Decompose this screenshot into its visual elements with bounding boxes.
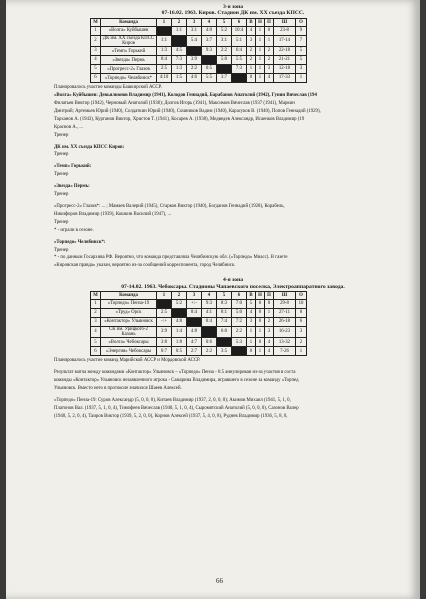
team-cell: «Волга» Куйбышев — [101, 26, 157, 35]
diagonal-cell — [217, 338, 232, 347]
score-cell: 0:5 — [202, 65, 217, 74]
score-cell: 3 — [265, 65, 274, 74]
zone4-results-table — [90, 291, 307, 356]
footnote: «Кировская правда» указан, вероятно из-за сообщений корреспонента, город Челябинск. — [54, 263, 236, 269]
score-cell: 16-23 — [274, 327, 296, 338]
score-cell: 2 — [247, 56, 256, 65]
column-header: Ш — [274, 292, 296, 300]
score-cell: 0:7 — [157, 347, 172, 356]
team-heading — [54, 145, 412, 151]
score-cell: 0 — [256, 309, 265, 318]
team-cell: «Прогресс-2» Глазов — [101, 65, 157, 74]
column-header: В — [247, 292, 256, 300]
text-line: Филатьев Виктор (1942), Черновый Анатолий (1938); Долгов Игорь (1941), Максимов Вячеслав (1937 (1941), Маркин — [54, 101, 295, 107]
column-header: 4 — [202, 292, 217, 300]
table-row — [91, 327, 307, 338]
score-cell: 6:0 — [217, 327, 232, 338]
column-header: Н — [256, 292, 265, 300]
score-cell: 3:7 — [217, 74, 232, 83]
score-cell: 2 — [296, 338, 307, 347]
table-row — [91, 300, 307, 309]
place-cell: 1 — [91, 300, 101, 309]
score-cell: 22-18 — [274, 47, 296, 56]
score-cell: 5:5 — [232, 56, 247, 65]
column-header: П — [265, 18, 274, 26]
text-line: «Торпедо» Пенза-19: Суров Александр (5, 0, 0, 0), Китаев Владимир (1937, 2, 0, 0, 0); Акимов Михаил (1941, 5, 1, 0, — [54, 398, 291, 404]
column-header: П — [265, 292, 274, 300]
text-line: команды «Контактор» Ульяновск незаявленного игрока - Самарина Владимира, игравшего в сезоне за команду «Торпед — [54, 378, 299, 384]
score-cell: 0 — [247, 347, 256, 356]
column-header: О — [296, 292, 307, 300]
score-cell: 8:4 — [202, 318, 217, 327]
score-cell: 7:0 — [232, 300, 247, 309]
text-line: Дмитрий; Артемьев Юрий (1940), Солдаткин Юрий (1940), Сошников Вадим (1940), Карасуков В. (1940), Попов Геннадий (1929), — [54, 108, 321, 114]
table-row — [91, 318, 307, 327]
column-header: Н — [256, 18, 265, 26]
score-cell: 4 — [247, 26, 256, 35]
diagonal-cell — [157, 300, 172, 309]
score-cell: 0 — [265, 300, 274, 309]
column-header: 6 — [232, 18, 247, 26]
score-cell: 1 — [247, 65, 256, 74]
score-cell: 5:4 — [187, 35, 202, 46]
coach-label: Тренер — [54, 132, 69, 138]
score-cell: -:+ — [157, 318, 172, 327]
score-cell: 2:5 — [157, 65, 172, 74]
score-cell: 8:1 — [217, 309, 232, 318]
zone3-note: Планировалось участие команды Башкирской АССР. — [54, 85, 162, 91]
text-line: Результат матча между командами «Контактор» Ульяновск – «Торпедо» Пенза - 6:5 аннулирован из-за участия в соста — [54, 370, 296, 376]
page-number: 66 — [216, 577, 223, 585]
score-cell: 5:0 — [217, 56, 232, 65]
diagonal-cell — [202, 327, 217, 338]
score-cell: 10 — [296, 300, 307, 309]
column-header: В — [247, 18, 256, 26]
score-cell: 1 — [256, 35, 265, 46]
text-line: Тарханов А. (1943), Курганов Виктор, Христов Т. (1941), Косарев А. (1938), Медведев Александр, Исаенков Владимир (19 — [54, 116, 305, 122]
score-cell: 8:4 — [187, 309, 202, 318]
diagonal-cell — [232, 347, 247, 356]
zone3-title: 3-я зона — [222, 4, 244, 10]
team-name: «Темп» Горький: — [54, 164, 92, 170]
score-cell: 26-18 — [274, 318, 296, 327]
team-cell: «Волга» Чебоксары — [101, 338, 157, 347]
zone3-results-table — [90, 18, 307, 83]
score-cell: 1 — [265, 309, 274, 318]
score-cell: 6 — [296, 318, 307, 327]
score-cell: 7:4 — [217, 318, 232, 327]
score-cell: 0:5 — [172, 347, 187, 356]
coach-label: Тренер — [54, 219, 69, 225]
score-cell: 2:2 — [217, 47, 232, 56]
score-cell: 4:0 — [202, 26, 217, 35]
score-cell: 3 — [265, 327, 274, 338]
team-name: «Торпедо» Челябинск*: — [54, 239, 106, 245]
score-cell: 8:3 — [217, 300, 232, 309]
column-header: 2 — [172, 18, 187, 26]
score-cell: 8 — [296, 309, 307, 318]
score-cell: 2 — [247, 47, 256, 56]
text-line: Платонов Вал. (1937, 5, 1, 0, 4), Тимофеев Вячеслав (1940, 5, 1, 0, 4), Сыромятский Анатолий (5, 0, 0, 0), Сазонов Валер — [54, 406, 299, 411]
score-cell: 9:3 — [202, 47, 217, 56]
score-cell: 3:9 — [187, 56, 202, 65]
score-cell: 1:4 — [172, 327, 187, 338]
place-cell: 3 — [91, 47, 101, 56]
diagonal-cell — [187, 47, 202, 56]
column-header: Ш — [274, 18, 296, 26]
score-cell: 12-18 — [274, 65, 296, 74]
column-header: 5 — [217, 18, 232, 26]
table-row — [91, 347, 307, 356]
table-header-row — [91, 18, 307, 26]
score-cell: 3:5 — [217, 347, 232, 356]
score-cell: 1:1 — [157, 35, 172, 46]
score-cell: 1:3 — [172, 65, 187, 74]
score-cell: 3 — [247, 35, 256, 46]
score-cell: 0 — [247, 74, 256, 83]
team-name: «Волга» Куйбышев: Девьялионов Владимир (1941), Колодов Геннадий, Барабанов Анатолий (1942), Гунин Вячеслав (194 — [54, 93, 317, 99]
score-cell: 13-32 — [274, 338, 296, 347]
table-row — [91, 26, 307, 35]
score-cell: 3 — [296, 327, 307, 338]
diagonal-cell — [172, 309, 187, 318]
score-cell: 29-8 — [274, 300, 296, 309]
table-row — [91, 309, 307, 318]
score-cell: 4:1 — [202, 309, 217, 318]
table-header-row — [91, 292, 307, 300]
table-row — [91, 56, 307, 65]
diagonal-cell — [217, 65, 232, 74]
score-cell: 0 — [256, 318, 265, 327]
score-cell: 7 — [296, 35, 307, 46]
score-cell: 1 — [256, 327, 265, 338]
score-cell: 7-26 — [274, 347, 296, 356]
place-cell: 5 — [91, 338, 101, 347]
diagonal-cell — [187, 318, 202, 327]
column-header: 1 — [157, 292, 172, 300]
text-line: Никифоров Владимир (1939), Кошкин Василий (1947), ... — [54, 211, 172, 217]
score-cell: 1 — [256, 65, 265, 74]
document-page — [6, 0, 420, 599]
team-cell: «Темп» Горький — [101, 47, 157, 56]
place-cell: 4 — [91, 56, 101, 65]
column-header: 6 — [232, 292, 247, 300]
score-cell: 3:9 — [157, 327, 172, 338]
score-cell: 5:3 — [232, 338, 247, 347]
score-cell: 3 — [296, 65, 307, 74]
score-cell: 5:2 — [217, 26, 232, 35]
score-cell: 2:2 — [187, 65, 202, 74]
column-header: 3 — [187, 18, 202, 26]
score-cell: 2 — [265, 318, 274, 327]
score-cell: 1 — [256, 74, 265, 83]
score-cell: 2:7 — [187, 347, 202, 356]
score-cell: 4:7 — [187, 338, 202, 347]
score-cell: 5:0 — [232, 309, 247, 318]
score-cell: 1 — [256, 26, 265, 35]
coach-label: Тренер — [54, 172, 69, 178]
score-cell: 3:8 — [157, 338, 172, 347]
score-cell: 4:10 — [157, 74, 172, 83]
score-cell: 1 — [265, 35, 274, 46]
score-cell: 7:3 — [232, 65, 247, 74]
team-name: «Звезда» Пермь: — [54, 184, 90, 190]
score-cell: 27-11 — [274, 309, 296, 318]
column-header: 3 — [187, 292, 202, 300]
zone3-subtitle: 07-16.02. 1963. Киров. Стадион ДК им. ХХ съезда КПСС. — [161, 10, 305, 17]
team-cell: «Контактор» Ульяновск — [101, 318, 157, 327]
text-line: «Прогресс-2» Глазов*: ... ; Мамаев Валерий (1945), Старков Виктор (1940), Богданов Геннадий (1928), Корабель, — [54, 204, 285, 209]
column-header: М — [91, 292, 101, 300]
score-cell: 4:5 — [172, 47, 187, 56]
zone3-volga-roster — [54, 93, 412, 99]
place-cell: 6 — [91, 74, 101, 83]
score-cell: 23-8 — [274, 26, 296, 35]
score-cell: 7:3 — [172, 56, 187, 65]
score-cell: 4:8 — [187, 327, 202, 338]
team-cell: «Труд» Орск — [101, 309, 157, 318]
column-header: 4 — [202, 18, 217, 26]
score-cell: 3:1 — [187, 26, 202, 35]
column-header: М — [91, 18, 101, 26]
diagonal-cell — [157, 26, 172, 35]
score-cell: 1:1 — [172, 26, 187, 35]
team-cell: «Торпедо» Пенза-19 — [101, 300, 157, 309]
diagonal-cell — [202, 56, 217, 65]
place-cell: 2 — [91, 309, 101, 318]
table-row — [91, 35, 307, 46]
table-row — [91, 47, 307, 56]
score-cell: 1 — [247, 327, 256, 338]
score-cell: 5:1 — [232, 35, 247, 46]
score-cell: 7:2 — [232, 318, 247, 327]
score-cell: 0 — [256, 300, 265, 309]
score-cell: 5 — [247, 300, 256, 309]
coach-label: Тренер — [54, 152, 69, 158]
diagonal-cell — [232, 74, 247, 83]
text-line: Краснов А., ... — [54, 124, 83, 130]
team-heading — [54, 164, 412, 170]
place-cell: 4 — [91, 327, 101, 338]
score-cell: 17-14 — [274, 35, 296, 46]
score-cell: 9:3 — [202, 300, 217, 309]
score-cell: 2:2 — [232, 327, 247, 338]
score-cell: 9 — [296, 26, 307, 35]
score-cell: 2 — [265, 56, 274, 65]
score-cell: 10:4 — [232, 26, 247, 35]
score-cell: 3:1 — [217, 35, 232, 46]
team-cell: «Торпедо» Челябинск* — [101, 74, 157, 83]
score-cell: 1 — [256, 47, 265, 56]
team-cell: ДК им. ХХ съезда КПСС Киров — [101, 35, 157, 46]
place-cell: 2 — [91, 35, 101, 46]
column-header: 5 — [217, 292, 232, 300]
score-cell: 1:5 — [172, 74, 187, 83]
team-name: ДК им. ХХ съезда КПСС Киров: — [54, 144, 125, 150]
column-header: Команда — [101, 18, 157, 26]
score-cell: 0:6 — [202, 338, 217, 347]
score-cell: 1 — [296, 74, 307, 83]
score-cell: 5 — [296, 56, 307, 65]
score-cell: 21-21 — [274, 56, 296, 65]
score-cell: 4:8 — [172, 318, 187, 327]
table-row — [91, 65, 307, 74]
coach-label: Тренер — [54, 247, 69, 253]
place-cell: 3 — [91, 318, 101, 327]
score-cell: 0 — [265, 26, 274, 35]
score-cell: 5:2 — [172, 300, 187, 309]
zone4-title: 4-я зона — [222, 277, 244, 284]
score-cell: 4:6 — [187, 74, 202, 83]
score-cell: 5:5 — [202, 74, 217, 83]
text-line: (1940, 5, 2, 0, 4), Таиров Виктор (1939, 5, 2, 0, 0), Корнов Алексей (1937, 5, 4, 0, 8), Руднев Владимир (1936, 5, 8, 0, — [54, 413, 288, 419]
score-cell: 1 — [296, 347, 307, 356]
place-cell: 6 — [91, 347, 101, 356]
table-row — [91, 338, 307, 347]
score-cell: 4 — [247, 309, 256, 318]
footnote: * - играли в сезоне. — [54, 227, 94, 233]
score-cell: 3 — [247, 318, 256, 327]
score-cell: 0:4 — [157, 56, 172, 65]
team-cell: «Энергия» Чебоксары — [101, 347, 157, 356]
coach-label: Тренер — [54, 192, 69, 198]
team-cell: СК им. Урицкого-2 Казань — [101, 327, 157, 338]
score-cell: 1 — [256, 347, 265, 356]
team-heading — [54, 240, 412, 246]
score-cell: 0 — [256, 338, 265, 347]
score-cell: 2:5 — [157, 309, 172, 318]
score-cell: 17-33 — [274, 74, 296, 83]
score-cell: 1 — [247, 338, 256, 347]
table-row — [91, 74, 307, 83]
score-cell: 4 — [265, 347, 274, 356]
zone4-subtitle: 07-14.02. 1963. Чебоксары. Стадионы Чапаевского поселка, Электроаппаратного завода. — [121, 283, 345, 290]
zone4-note: Планировалось участие команд Марийской АССР и Мордовской АССР. — [54, 358, 201, 364]
score-cell: 5 — [296, 47, 307, 56]
text-line: Ульяновск. Вместо него в протоколе значился Шаеев Алексей. — [54, 386, 182, 392]
score-cell: 2:2 — [202, 347, 217, 356]
score-cell: 1:8 — [172, 338, 187, 347]
footnote: * - по данным Госархива РФ. Вероятно, что команда представляла Челябинскую обл. («Торпедо» Миасс). В газете — [54, 255, 288, 261]
team-cell: «Звезда» Пермь — [101, 56, 157, 65]
column-header: 2 — [172, 292, 187, 300]
score-cell: 1 — [256, 56, 265, 65]
score-cell: 4 — [265, 338, 274, 347]
score-cell: +:- — [187, 300, 202, 309]
score-cell: 1:3 — [157, 47, 172, 56]
score-cell: 2 — [265, 47, 274, 56]
place-cell: 1 — [91, 26, 101, 35]
score-cell: 6:4 — [232, 47, 247, 56]
score-cell: 3:7 — [202, 35, 217, 46]
column-header: Команда — [101, 292, 157, 300]
team-heading — [54, 184, 412, 190]
column-header: О — [296, 18, 307, 26]
place-cell: 5 — [91, 65, 101, 74]
column-header: 1 — [157, 18, 172, 26]
diagonal-cell — [172, 35, 187, 46]
score-cell: 4 — [265, 74, 274, 83]
